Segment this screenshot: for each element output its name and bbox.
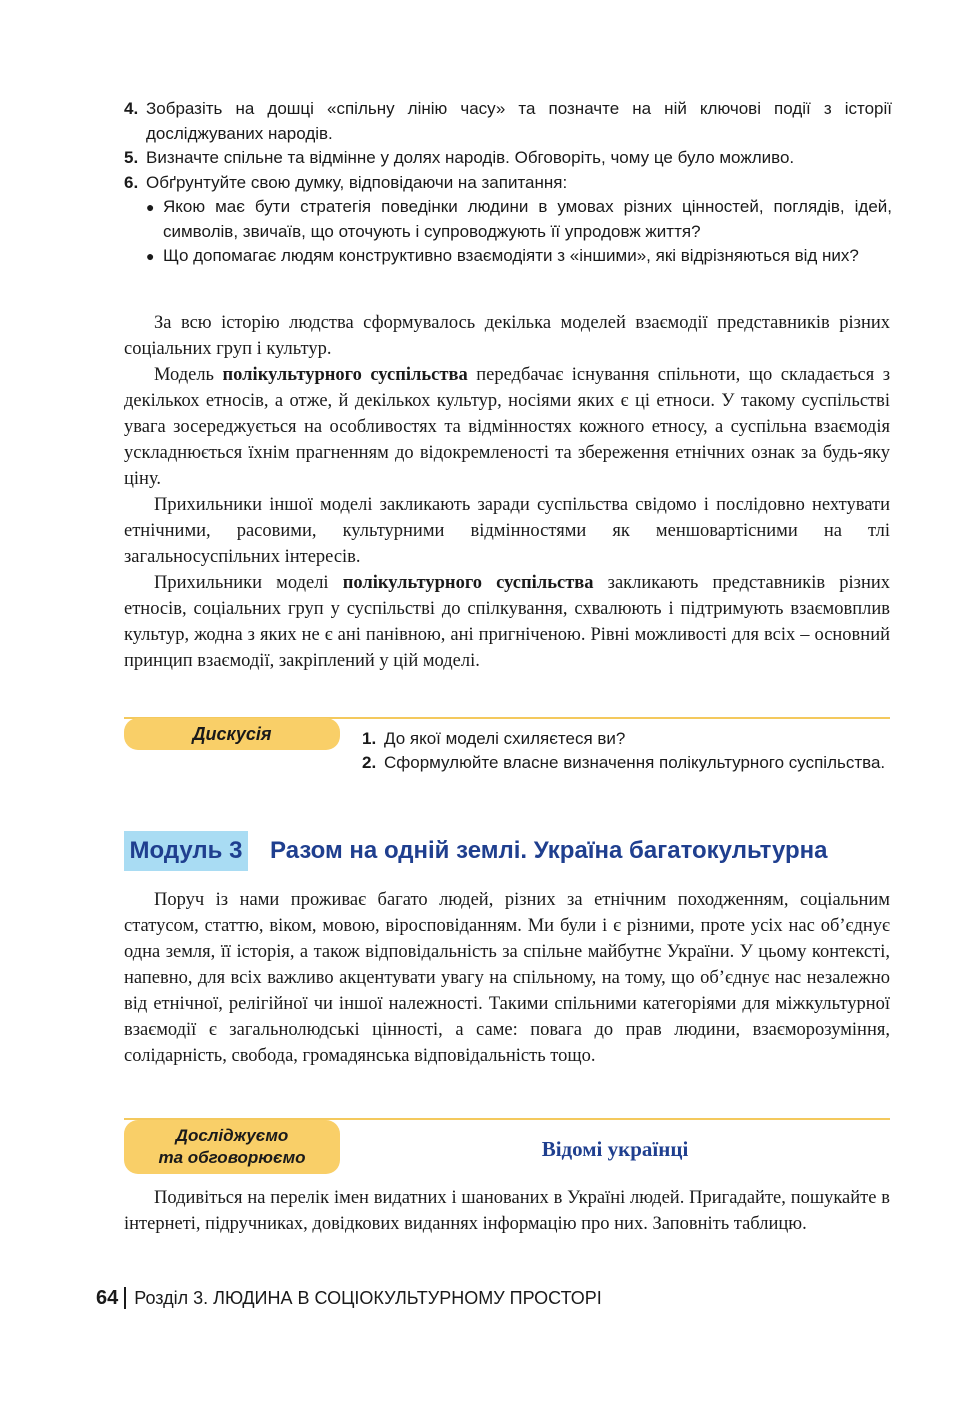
paragraph: Прихильники іншої моделі закликають заради суспільства свідомо і послідовно нехтувати етнічними, расовими, культурними відмінностями як меншовартісними на тлі загальносуспільних інтересів. [124,495,890,567]
task-number: 5. [124,148,139,167]
discussion-label: Дискусія [124,718,340,750]
text-run: Модель [154,365,223,385]
paragraph [124,362,890,492]
explore-label-line: Досліджуємо [175,1126,289,1145]
discussion-list [362,727,890,775]
page-footer [96,1285,602,1311]
task-item-4 [124,97,892,146]
module-tag: Модуль 3 [124,831,248,871]
body-text-explore [124,1185,890,1237]
section-title: Відомі українці [541,1137,689,1161]
explore-label [124,1120,340,1174]
task-text: Обґрунтуйте свою думку, відповідаючи на запитання: [146,172,568,192]
item-text: Сформулюйте власне визначення полікультурного суспільства. [384,753,886,772]
task-list [124,97,892,269]
body-text-models [124,310,890,674]
paragraph [124,570,890,674]
module-title: Разом на одній землі. Україна багатокультурна [270,837,828,864]
discussion-item [362,751,890,775]
bullet-item [146,244,892,269]
text-run: Прихильники моделі [154,573,343,593]
bullet-icon: ● [146,248,155,264]
text-run: передбачає існування спільноти, що складається з декількох етносів, а отже, й декількох культур, носіями яких є ці етноси. У такому суспільстві увага зосереджується на особливостях та відмінностях кожного етносу, а суспільна взаємодія ускладнюється їхнім прагненням до відокремленості та збереження етнічних ознак за будь-яку ціну. [124,365,891,489]
bullet-text: Що допомагає людям конструктивно взаємодіяти з «іншими», які відрізняються від них? [163,246,859,265]
paragraph: Подивіться на перелік імен видатних і шанованих в Україні людей. Пригадайте, пошукайте в інтернеті, підручниках, довідкових виданнях інформацію про них. Заповніть таблицю. [124,1188,890,1234]
explore-label-line: та обговорюємо [158,1148,306,1167]
bold-term: полікультурного суспільства [222,365,468,385]
footer-section: Розділ 3. ЛЮДИНА В СОЦІОКУЛЬТУРНОМУ ПРОСТОРІ [134,1288,602,1308]
task-text: Визначте спільне та відмінне у долях народів. Обговоріть, чому це було можливо. [146,148,795,167]
item-number: 1. [362,729,377,748]
bullet-text: Якою має бути стратегія поведінки людини в умовах різних цінностей, поглядів, ідей, символів, звичаїв, що оточують і супроводжують її упродовж життя? [163,197,892,241]
bullet-icon: ● [146,199,155,215]
paragraph: За всю історію людства сформувалось декілька моделей взаємодії представників різних соціальних груп і культур. [124,313,890,359]
body-text-ukraine [124,887,890,1069]
bold-term: полікультурного суспільства [342,573,594,593]
task-text: Зобразіть на дошці «спільну лінію часу» та позначте на ній ключові події з історії досліджуваних народів. [146,99,892,143]
task-number: 6. [124,172,139,192]
item-number: 2. [362,753,377,772]
task-item-6 [124,171,892,196]
bullet-item [146,195,892,244]
paragraph: Поруч із нами проживає багато людей, різних за етнічним походженням, соціальним статусом, статтю, віком, мовою, віросповіданням. Ми були і є різними, проте усіх нас об’єднує одна земля, її історія, а також відповідальність за спільне майбутнє України. У цьому контексті, напевно, для всіх важливо акцентувати увагу на спільному, на тому, що об’єднує нас незалежно від етнічної, релігійної чи іншої належності. Такими спільними категоріями для міжкультурної взаємодії є загальнолюдські цінності, а саме: повага до прав людини, взаєморозуміння, солідарність, свобода, громадянська відповідальність тощо. [124,890,890,1066]
task-number: 4. [124,99,139,118]
text-run: закликають представників різних етносів, соціальних груп у суспільстві до спілкування, схвалюють і підтримують взаємовплив культур, жодна з яких не є ані панівною, ані пригніченою. Рівні можливості для всіх – основний принцип взаємодії, закріплений у цій моделі. [124,573,890,671]
task-item-5 [124,146,892,171]
item-text: До якої моделі схиляєтеся ви? [384,729,626,748]
page-number: 64 [96,1287,119,1309]
discussion-item [362,727,890,751]
footer-divider [124,1287,126,1309]
